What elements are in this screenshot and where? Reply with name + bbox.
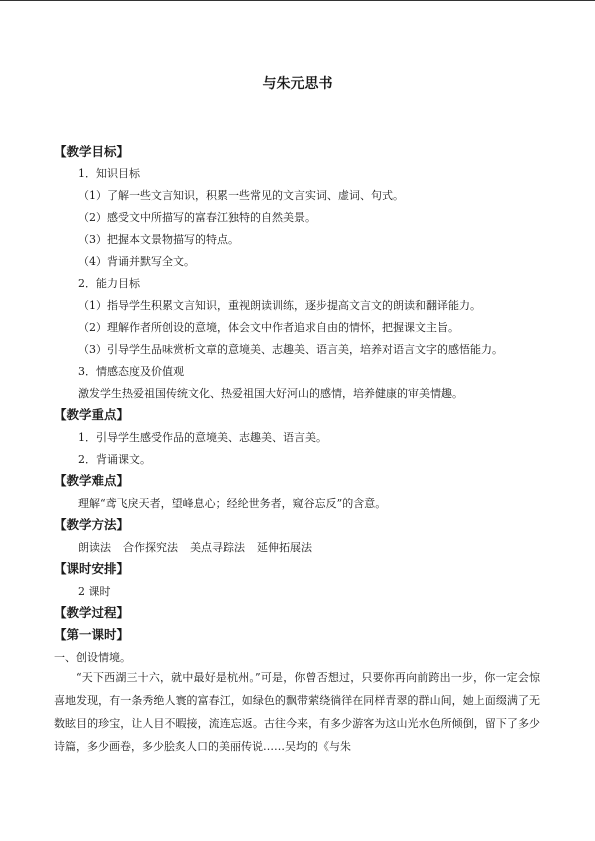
method-item: 美点寻踪法: [190, 541, 245, 554]
schedule-text: 2 课时: [78, 585, 111, 598]
attitude-goal-heading: 3．情感态度及价值观: [78, 365, 184, 378]
document-title: 与朱元思书: [262, 76, 333, 92]
section-heading-first-lesson: 【第一课时】: [54, 627, 130, 642]
knowledge-goal-item: （4）背诵并默写全文。: [78, 255, 195, 268]
knowledge-goal-item: （1）了解一些文言知识，积累一些常见的文言实词、虚词、句式。: [78, 189, 404, 202]
section-heading-process: 【教学过程】: [54, 605, 130, 620]
ability-goal-item: （3）引导学生品味赏析文章的意境美、志趣美、语言美，培养对语言文字的感悟能力。: [78, 343, 503, 356]
ability-goal-item: （2）理解作者所创设的意境，体会文中作者追求自由的情怀，把握课文主旨。: [78, 321, 459, 334]
difficulty-text: 理解“鸢飞戾天者，望峰息心；经纶世务者，窥谷忘反”的含意。: [78, 497, 387, 510]
intro-paragraph: “天下西湖三十六，就中最好是杭州。”可是，你曾否想过，只要你再向前跨出一步，你一定会惊喜地发现，有一条秀绝人寰的富春江，如绿色的飘带萦绕徜徉在同样青翠的群山间，她上面缀满了无数眩目的珍宝，让人目不暇接，流连忘返。古往今来，有多少游客为这山光水色所倾倒，留下了多少诗篇，多少画卷，多少脍炙人口的美丽传说……吴均的《与朱: [54, 671, 540, 753]
key-point-item: 2．背诵课文。: [78, 453, 151, 466]
ability-goal-item: （1）指导学生积累文言知识，重视朗读训练，逐步提高文言文的朗读和翻译能力。: [78, 299, 481, 312]
ability-goal-heading: 2．能力目标: [78, 277, 140, 290]
attitude-goal-text: 激发学生热爱祖国传统文化、热爱祖国大好河山的感情，培养健康的审美情趣。: [78, 387, 463, 400]
knowledge-goal-heading: 1．知识目标: [78, 167, 140, 180]
section-heading-difficulties: 【教学难点】: [54, 473, 130, 488]
methods-list: [78, 540, 312, 556]
section-heading-goals: 【教学目标】: [54, 144, 130, 159]
section-heading-schedule: 【课时安排】: [54, 561, 130, 576]
method-item: 合作探究法: [123, 541, 178, 554]
section-heading-key-points: 【教学重点】: [54, 407, 130, 422]
process-step-heading: 一、创设情境。: [54, 651, 131, 664]
knowledge-goal-item: （3）把握本文景物描写的特点。: [78, 233, 239, 246]
method-item: 延伸拓展法: [257, 541, 312, 554]
method-item: 朗读法: [78, 541, 111, 554]
key-point-item: 1．引导学生感受作品的意境美、志趣美、语言美。: [78, 431, 327, 444]
knowledge-goal-item: （2）感受文中所描写的富春江独特的自然美景。: [78, 211, 316, 224]
section-heading-methods: 【教学方法】: [54, 517, 130, 532]
